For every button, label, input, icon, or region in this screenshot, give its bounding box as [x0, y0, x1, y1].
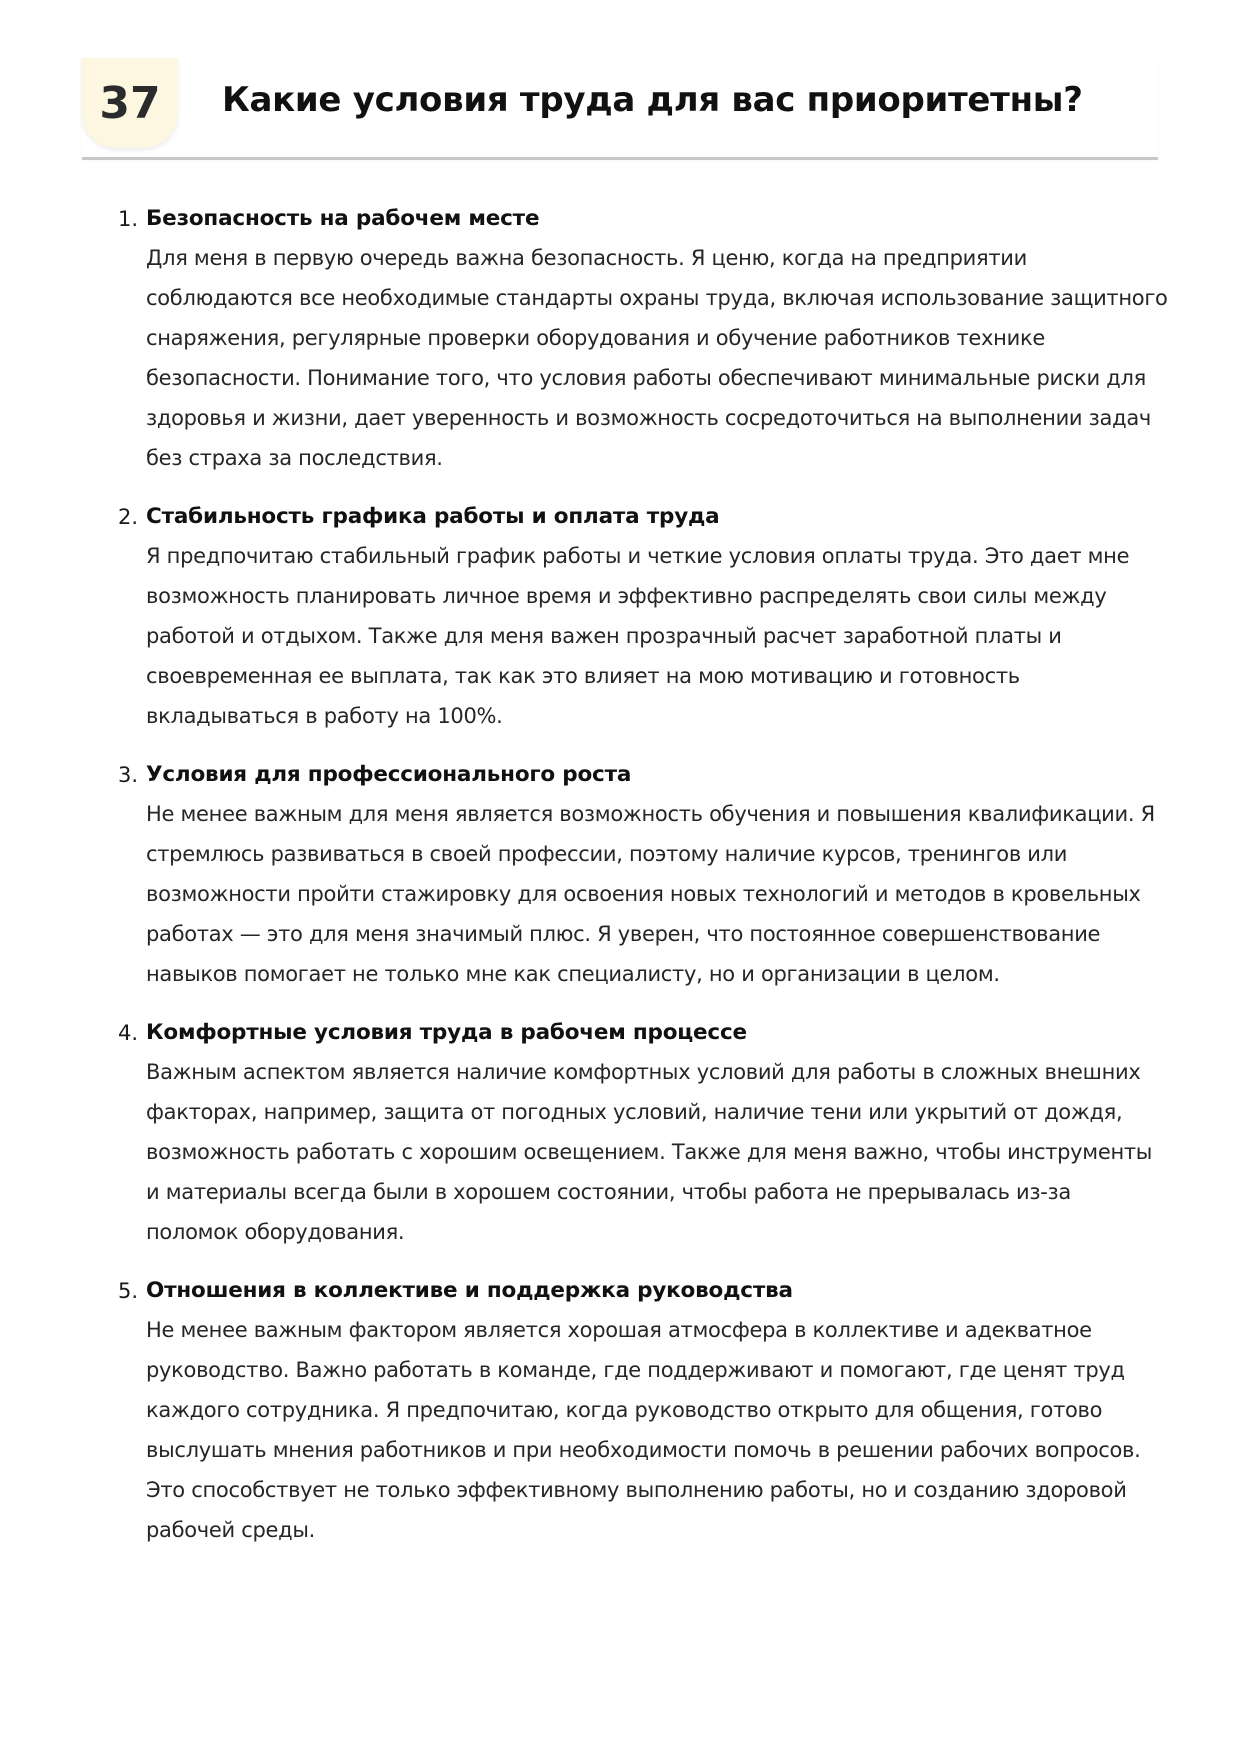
list-item [118, 502, 1168, 736]
list-item-number: 1. [118, 207, 139, 231]
list-item-text: Важным аспектом является наличие комфортных условий для работы в сложных внешних факторах, например, защита от погодных условий, наличие тени или укрытий от дождя, возможность работать с хорошим освещением. Также для меня важно, чтобы инструменты и материалы всегда были в хорошем состоянии, чтобы работа не прерывалась из-за поломок оборудования. [146, 1060, 1153, 1244]
list-item-number: 5. [118, 1279, 139, 1303]
list-item-text: Для меня в первую очередь важна безопасность. Я ценю, когда на предприятии соблюдаются все необходимые стандарты охраны труда, включая использование защитного снаряжения, регулярные проверки оборудования и обучение работников технике безопасности. Понимание того, что условия работы обеспечивают минимальные риски для здоровья и жизни, дает уверенность и возможность сосредоточиться на выполнении задач без страха за последствия. [146, 246, 1168, 470]
list-item-heading: Стабильность графика работы и оплата труда [146, 504, 720, 529]
question-number-badge: 37 [82, 58, 178, 148]
list-item [118, 760, 1168, 994]
list-item-heading: Отношения в коллективе и поддержка руководства [146, 1278, 793, 1303]
list-item-text: Не менее важным фактором является хорошая атмосфера в коллективе и адекватное руководство. Важно работать в команде, где поддерживают и помогают, где ценят труд каждого сотрудника. Я предпочитаю, когда руководство открыто для общения, готово выслушать мнения работников и при необходимости помочь в решении рабочих вопросов. Это способствует не только эффективному выполнению работы, но и созданию здоровой рабочей среды. [146, 1318, 1141, 1542]
answer-list [118, 204, 1168, 1574]
page-header [82, 58, 1158, 160]
list-item-heading: Комфортные условия труда в рабочем процессе [146, 1020, 747, 1045]
list-item-number: 2. [118, 505, 139, 529]
list-item-number: 4. [118, 1021, 139, 1045]
list-item-number: 3. [118, 763, 139, 787]
list-item-text: Я предпочитаю стабильный график работы и четкие условия оплаты труда. Это дает мне возможность планировать личное время и эффективно распределять свои силы между работой и отдыхом. Также для меня важен прозрачный расчет заработной платы и своевременная ее выплата, так как это влияет на мою мотивацию и готовность вкладываться в работу на 100%. [146, 544, 1130, 728]
list-item-heading: Условия для профессионального роста [146, 762, 632, 787]
list-item [118, 204, 1168, 478]
list-item [118, 1018, 1168, 1252]
list-item-text: Не менее важным для меня является возможность обучения и повышения квалификации. Я стремлюсь развиваться в своей профессии, поэтому наличие курсов, тренингов или возможности пройти стажировку для освоения новых технологий и методов в кровельных работах — это для меня значимый плюс. Я уверен, что постоянное совершенствование навыков помогает не только мне как специалисту, но и организации в целом. [146, 802, 1155, 986]
list-item-heading: Безопасность на рабочем месте [146, 206, 540, 231]
page-title: Какие условия труда для вас приоритетны? [222, 80, 1083, 120]
list-item [118, 1276, 1168, 1550]
